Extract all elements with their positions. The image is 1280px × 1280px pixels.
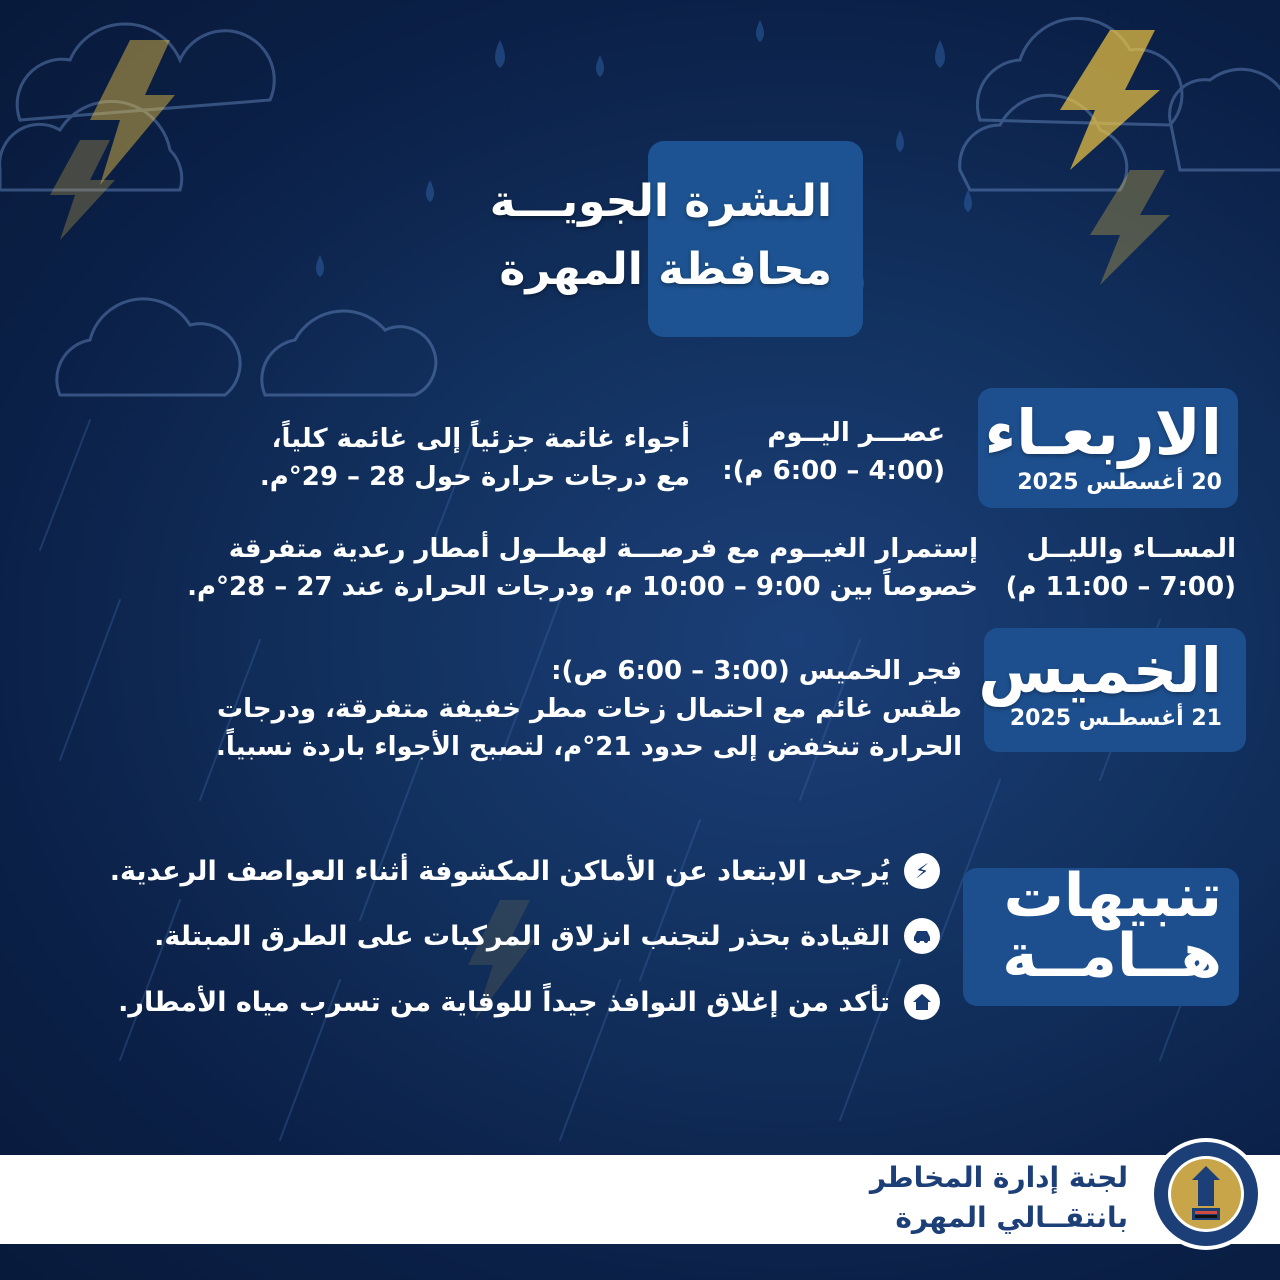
day-date-wednesday: 20 أغسطس 2025 — [1017, 470, 1222, 495]
period-label-dawn — [551, 652, 962, 690]
alerts-title-line: هــامــة — [1002, 921, 1222, 991]
day-name-wednesday: الاربعـاء — [984, 396, 1222, 469]
title-line-2: محافظة المهرة — [499, 244, 832, 295]
alert-item — [154, 914, 940, 958]
day-date-thursday: 21 أغسطـس 2025 — [1009, 706, 1222, 731]
title-line-1: النشرة الجويـــة — [489, 176, 832, 227]
period-label-line: فجر الخميس (3:00 – 6:00 ص): — [551, 656, 962, 686]
period-time-line: (7:00 – 11:00 م) — [1005, 572, 1236, 602]
car-icon — [904, 918, 940, 954]
alert-text: تأكد من إغلاق النوافذ جيداً للوقاية من تسرب مياه الأمطار. — [118, 986, 890, 1018]
footer-org-name — [728, 1158, 1128, 1238]
lightning-icon: ⚡ — [904, 853, 940, 889]
desc-line: مع درجات حرارة حول 28 – 29°م. — [259, 462, 690, 492]
alert-item — [110, 849, 940, 893]
footer-line: بانتقــالي المهرة — [895, 1201, 1128, 1234]
alert-text: يُرجى الابتعاد عن الأماكن المكشوفة أثناء العواصف الرعدية. — [109, 855, 890, 887]
house-icon — [904, 984, 940, 1020]
desc-line: خصوصاً بين 9:00 – 10:00 م، ودرجات الحرارة عند 27 – 28°م. — [187, 572, 978, 602]
bulletin-title — [412, 168, 832, 304]
desc-line: إستمرار الغيــوم مع فرصـــة لهطــول أمطار رعدية متفرقة — [228, 534, 978, 564]
period-label-line: المســاء والليــل — [1026, 534, 1236, 564]
alert-item — [118, 980, 940, 1024]
period-label-evening — [1006, 530, 1236, 606]
desc-line: أجواء غائمة جزئياً إلى غائمة كلياً، — [271, 424, 690, 454]
alerts-title-line: تنبيهات — [1003, 861, 1222, 931]
period-desc-evening — [187, 530, 978, 606]
desc-line: طقس غائم مع احتمال زخات مطر خفيفة متفرقة، ودرجات — [216, 694, 962, 724]
period-desc-dawn — [216, 690, 962, 766]
period-time-line: (4:00 – 6:00 م): — [722, 456, 945, 486]
footer-line: لجنة إدارة المخاطر — [869, 1161, 1128, 1194]
period-desc-afternoon — [260, 420, 690, 496]
period-label-afternoon — [722, 414, 945, 490]
day-name-thursday: الخميس — [978, 634, 1222, 707]
desc-line: الحرارة تنخفض إلى حدود 21°م، لتصبح الأجواء باردة نسبياً. — [215, 732, 962, 762]
alerts-title — [962, 861, 1222, 991]
alert-text: القيادة بحذر لتجنب انزلاق المركبات على الطرق المبتلة. — [154, 920, 890, 952]
council-seal-logo — [1148, 1136, 1264, 1252]
period-label-line: عصـــر اليــوم — [767, 418, 945, 448]
